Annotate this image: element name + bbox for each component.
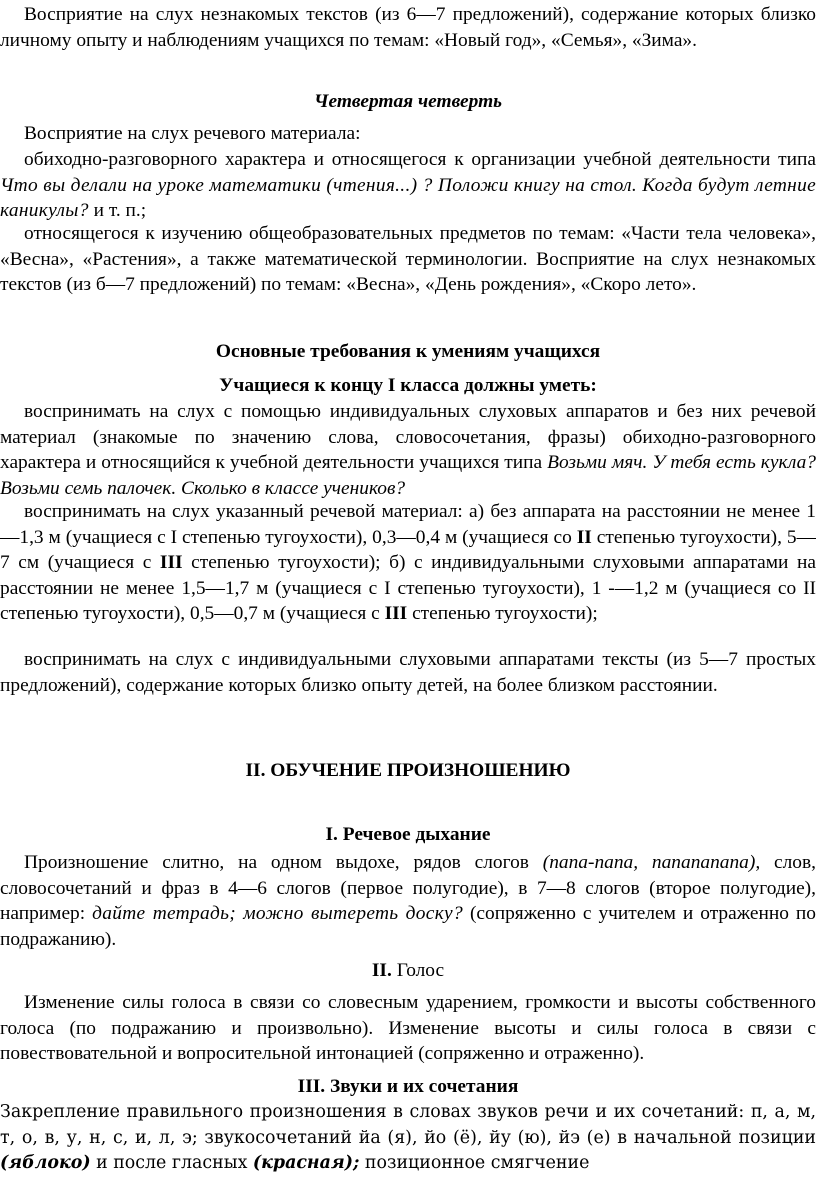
heading-label: Голос <box>391 960 445 981</box>
text-span: (сопряженно с учителем и отраженно по подражанию). <box>0 903 816 950</box>
paragraph-perceive-with-aids <box>0 399 816 501</box>
heading-number: II. <box>371 960 392 981</box>
text-span: и т. п.; <box>88 200 147 222</box>
paragraph-voice-strength: Изменение силы голоса в связи со словесным ударением, громкости и высоты собственного голоса (по подражанию и произвольно). Изменение высоты и силы голоса в связи с повествовательной и вопросительной интонацией (сопряженно и отраженно). <box>0 992 816 1065</box>
paragraph-listening-speech-material: Восприятие на слух речевого материала: <box>24 123 361 144</box>
bold-degree: III <box>384 603 408 625</box>
bold-degree: III <box>159 552 183 574</box>
italic-example-word: (красная); <box>252 1153 360 1174</box>
paragraph-syllables-breathing <box>0 850 816 952</box>
text-span: и после гласных <box>90 1153 253 1174</box>
paragraph-listening-unfamiliar-texts: Восприятие на слух незнакомых текстов (из 6—7 предложений), содержание которых близко личному опыту и наблюдениям учащихся по темам: «Новый год», «Семья», «Зима». <box>0 4 816 51</box>
paragraph-school-subjects: относящегося к изучению общеобразовательных предметов по темам: «Части тела человека», «Весна», «Растения», а также математической терминологии. Восприятие на слух незнакомых текстов (из б—7 предложений) по темам: «Весна», «День рождения», «Скоро лето». <box>0 223 816 296</box>
text-span: Закрепление правильного произношения в словах звуков речи и их сочетаний: п, а, м, т, о, в, у, н, с, и, л, э; звукосочетаний йа (я), йо (ё), йу (ю), йэ (е) в начальной позиции <box>0 1102 816 1148</box>
bold-degree: II <box>576 526 592 548</box>
heading-students-should: Учащиеся к концу I класса должны уметь: <box>219 375 597 396</box>
heading-basic-requirements: Основные требования к умениям учащихся <box>215 341 601 362</box>
heading-section-pronunciation: II. ОБУЧЕНИЕ ПРОИЗНОШЕНИЮ <box>245 760 571 781</box>
text-span: позиционное смягчение <box>359 1153 590 1174</box>
text-span: обиходно-разговорного характера и относящегося к организации учебной деятельности типа <box>24 149 816 170</box>
text-span: степенью тугоухости), 5— 7 см (учащиеся с <box>0 526 816 574</box>
text-span: степенью тугоухости); <box>407 603 598 625</box>
paragraph-distance-requirements <box>0 499 816 627</box>
text-span: воспринимать на слух с помощью индивидуальных слуховых аппаратов и без них речевой материал (знакомые по значению слова, словосочетания, фразы) обиходно-разговорного характера и относящийся к учебной деятельности учащихся типа <box>0 401 816 474</box>
heading-fourth-quarter: Четвертая четверть <box>313 91 503 112</box>
heading-voice <box>0 958 816 984</box>
heading-sounds-combinations: III. Звуки и их сочетания <box>297 1076 519 1097</box>
italic-example-phrase: дайте тетрадь; можно вытереть доску? <box>92 903 463 925</box>
paragraph-sounds-pronunciation <box>0 1100 816 1177</box>
text-span: слов, словосочетаний и фраз в 4—6 слогов (первое полугодие), в 7—8 слогов (второе полугодие), например: <box>0 852 816 925</box>
text-span: степенью тугоухости); б) с индивидуальными слуховыми аппаратами на расстоянии не менее 1,5—1,7 м (учащиеся с I степенью тугоухости), 1 -—1,2 м (учащиеся со II степенью тугоухости), 0,5—0,7 м (учащиеся с <box>0 552 816 625</box>
italic-example-phrases: Возьми мяч. У тебя есть кукла? Возьми семь палочек. Сколько в классе учеников? <box>0 452 816 499</box>
paragraph-everyday-speech <box>0 147 816 224</box>
paragraph-perceive-texts: воспринимать на слух с индивидуальными слуховыми аппаратами тексты (из 5—7 простых предложений), содержание которых близко опыту детей, на более близком расстоянии. <box>0 649 816 696</box>
text-span: Произношение слитно, на одном выдохе, рядов слогов <box>24 852 543 873</box>
italic-example-syllables: (папа-папа, папапапапа), <box>542 852 761 873</box>
italic-example-phrases: Что вы делали на уроке математики (чтения...) ? Положи книгу на стол. Когда будут летние каникулы? <box>0 174 816 222</box>
text-span: воспринимать на слух указанный речевой материал: а) без аппарата на расстоянии не менее 1 —1,3 м (учащиеся с I степенью тугоухости), 0,3—0,4 м (учащиеся со <box>0 501 816 548</box>
heading-speech-breathing: I. Речевое дыхание <box>325 824 491 845</box>
italic-example-word: (яблоко) <box>0 1153 91 1174</box>
